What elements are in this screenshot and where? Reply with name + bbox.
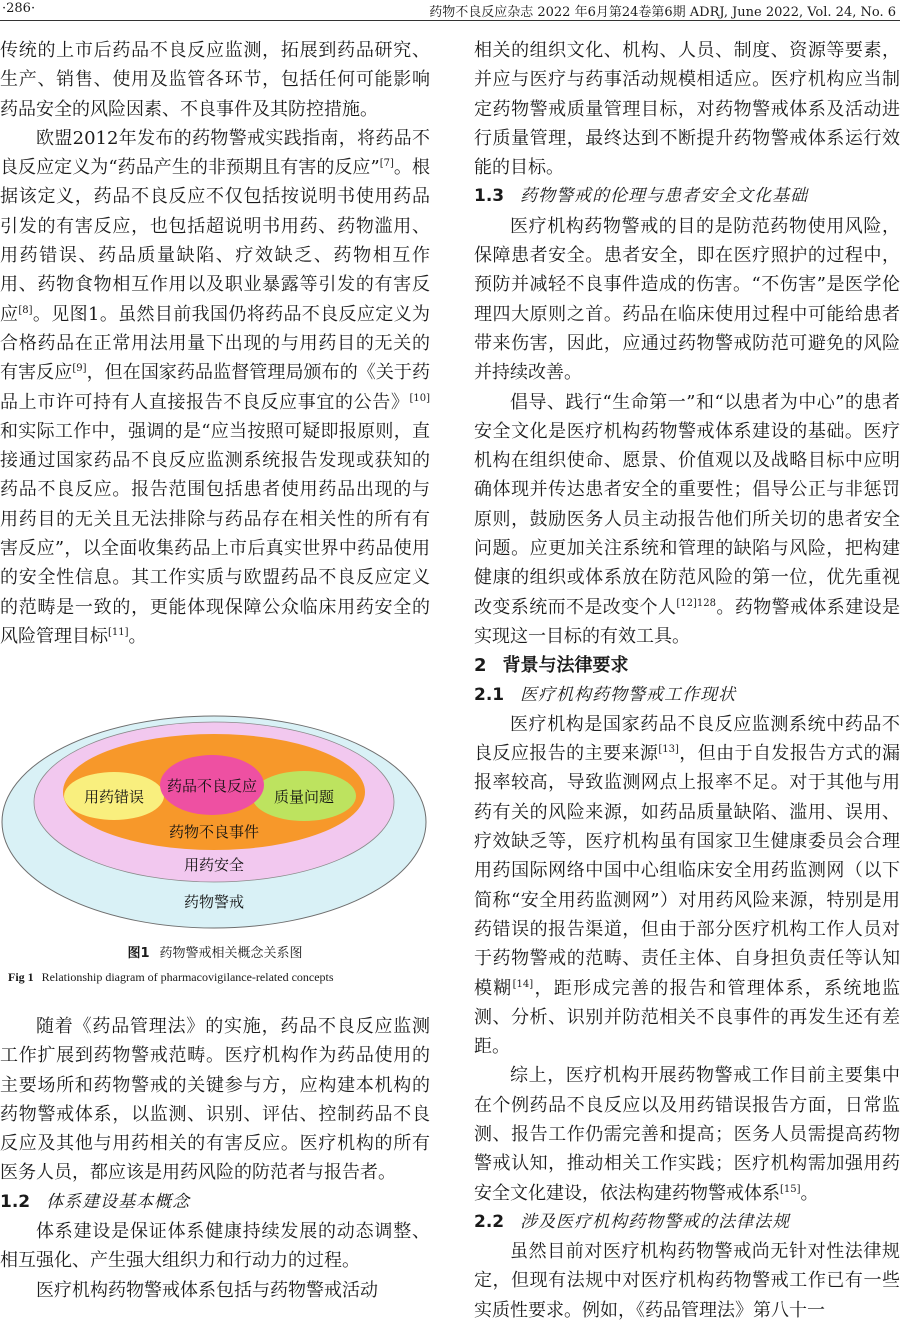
label-medication-safety: 用药安全 — [183, 856, 245, 874]
citation[interactable]: [10] — [409, 392, 430, 404]
paragraph: 传统的上市后药品不良反应监测，拓展到药品研究、生产、销售、使用及监管各环节，包括任何可能影响药品安全的风险因素、不良事件及其防控措施。 — [0, 40, 430, 120]
paragraph: 随着《药品管理法》的实施，药品不良反应监测工作扩展到药物警戒范畴。医疗机构作为药品使用的主要场所和药物警戒的关键参与方，应构建本机构的药物警戒体系，以监测、识别、评估、控制药品不良反应及其他与用药相关的有害反应。医疗机构的所有医务人员，都应该是用药风险的防范者与报告者。 — [0, 1016, 430, 1184]
label-quality-issue: 质量问题 — [273, 788, 335, 806]
citation[interactable]: [11] — [108, 626, 129, 638]
section-heading-1-2: 1.2 体系建设基本概念 — [0, 1191, 191, 1212]
citation[interactable]: [13] — [658, 744, 679, 756]
label-adverse-drug-reaction: 药品不良反应 — [166, 777, 258, 795]
page-number: ·286· — [2, 1, 36, 16]
figure-caption-en: Fig 1 Relationship diagram of pharmacovigilance-related concepts — [8, 970, 334, 984]
paragraph: 相关的组织文化、机构、人员、制度、资源等要素，并应与医疗与药事活动规模相适应。医疗机构应当制定药物警戒质量管理目标，对药物警戒体系及活动进行质量管理，最终达到不断提升药物警戒体系运行效能的目标。 — [474, 40, 900, 179]
citation[interactable]: [8] — [18, 304, 33, 316]
figure-caption-cn: 图1 药物警戒相关概念关系图 — [127, 946, 303, 961]
paragraph: 体系建设是保证体系健康持续发展的动态调整、相互强化、产生强大组织力和行动力的过程。 — [0, 1221, 430, 1272]
left-column-upper — [0, 36, 430, 651]
paragraph: 医疗机构药物警戒体系包括与药物警戒活动 — [36, 1279, 378, 1301]
left-column-lower — [0, 1012, 430, 1305]
running-header — [0, 0, 900, 21]
paragraph: 综上，医疗机构开展药物警戒工作目前主要集中在个例药品不良反应以及用药错误报告方面，日常监测、报告工作仍需完善和提高；医务人员需提高药物警戒认知，推动相关工作实践；医疗机构需加强用药安全文化建设，依法构建药物警戒体系[15]。 — [474, 1065, 900, 1204]
paragraph: 虽然目前对医疗机构药物警戒尚无针对性法律规定，但现有法规中对医疗机构药物警戒工作已有一些实质性要求。例如，《药品管理法》第八十一 — [474, 1241, 900, 1321]
citation[interactable]: [12]128 — [676, 597, 717, 609]
paragraph-adr-definition: 欧盟2012年发布的药物警戒实践指南，将药品不良反应定义为“药品产生的非预期且有害的反应”[7]。根据该定义，药品不良反应不仅包括按说明书使用药品引发的有害反应，也包括超说明书用药、药物滥用、用药错误、药品质量缺陷、疗效缺乏、药物相互作用、药物食物相互作用以及职业暴露等引发的有害反应[8]。见图1。虽然目前我国仍将药品不良反应定义为合格药品在正常用法用量下出现的与用药目的无关的有害反应[9]，但在国家药品监督管理局颁布的《关于药品上市许可持有人直接报告不良反应事宜的公告》[10]和实际工作中，强调的是“应当按照可疑即报原则，直接通过国家药品不良反应监测系统报告发现或获知的药品不良反应。报告范围包括患者使用药品出现的与用药目的无关且无法排除与药品存在相关性的所有有害反应”，以全面收集药品上市后真实世界中药品使用的安全性信息。其工作实质与欧盟药品不良反应定义的范畴是一致的，更能体现保障公众临床用药安全的风险管理目标[11]。 — [0, 127, 431, 647]
paragraph: 医疗机构药物警戒的目的是防范药物使用风险，保障患者安全。患者安全，即在医疗照护的过程中，预防并减轻不良事件造成的伤害。“不伤害”是医学伦理四大原则之首。药品在临床使用过程中可能给患者带来伤害，因此，应通过药物警戒防范可避免的风险并持续改善。 — [474, 215, 900, 384]
label-medication-error: 用药错误 — [83, 788, 145, 806]
section-heading-2-2: 2.2 涉及医疗机构药物警戒的法律法规 — [474, 1211, 791, 1232]
citation[interactable]: [7] — [379, 158, 394, 170]
label-adverse-drug-event: 药物不良事件 — [168, 823, 260, 841]
citation[interactable]: [9] — [72, 363, 87, 375]
journal-info: 药物不良反应杂志 2022 年6月第24卷第6期 ADRJ, June 2022, Vol. 24, No. 6 — [429, 5, 896, 20]
figure-1 — [0, 714, 430, 1004]
concept-diagram — [0, 714, 430, 934]
citation[interactable]: [14] — [512, 978, 534, 990]
paragraph: 医疗机构是国家药品不良反应监测系统中药品不良反应报告的主要来源[13]，但由于自发报告方式的漏报率较高，导致监测网点上报率不足。对于其他与用药有关的风险来源，如药品质量缺陷、滥用、误用、疗效缺乏等，医疗机构虽有国家卫生健康委员会合理用药国际网络中国中心组临床安全用药监测网（以下简称“安全用药监测网”）对用药风险来源，特别是用药错误的报告渠道，但由于部分医疗机构工作人员对于药物警戒的范畴、责任主体、自身担负责任等认知模糊[14]，距形成完善的报告和管理体系，系统地监测、分析、识别并防范相关不良事件的再发生还有差距。 — [474, 713, 900, 1058]
right-column — [474, 36, 900, 1325]
paragraph: 倡导、践行“生命第一”和“以患者为中心”的患者安全文化是医疗机构药物警戒体系建设的基础。医疗机构在组织使命、愿景、价值观以及战略目标中应明确体现并传达患者安全的重要性；倡导公正与非惩罚原则，鼓励医务人员主动报告他们所关切的患者安全问题。应更加关注系统和管理的缺陷与风险，把构建健康的组织或体系放在防范风险的第一位，优先重视改变系统而不是改变个人$^{[12]128}$。药物警戒体系建设是实现这一目标的有效工具。 — [474, 391, 900, 647]
citation[interactable]: [15] — [780, 1183, 801, 1195]
label-pharmacovigilance: 药物警戒 — [183, 893, 245, 911]
section-heading-1-3: 1.3 药物警戒的伦理与患者安全文化基础 — [474, 186, 809, 207]
section-heading-2-1: 2.1 医疗机构药物警戒工作现状 — [474, 684, 737, 705]
section-heading-2: 2 背景与法律要求 — [474, 655, 629, 677]
